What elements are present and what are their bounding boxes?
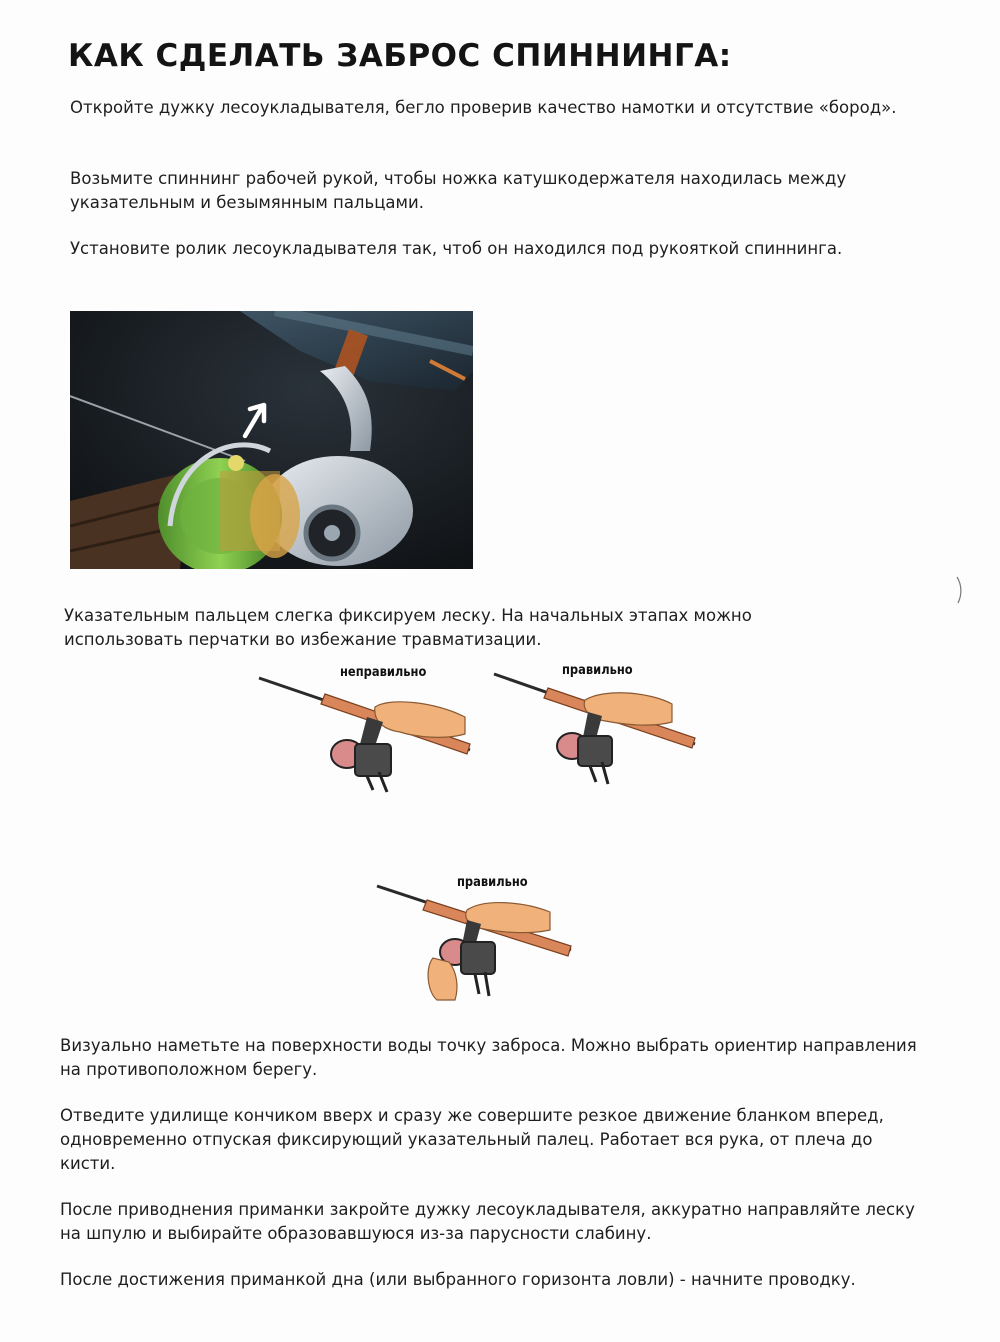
illustration-label-incorrect: неправильно [340,664,427,680]
illustration-label-correct-1: правильно [562,662,633,678]
paragraph-open-bail: Откройте дужку лесоукладывателя, бегло проверив качество намотки и отсутствие «бород». [70,98,897,117]
scan-mark [955,575,965,605]
paragraph-cast-motion: Отведите удилище кончиком вверх и сразу же совершите резкое движение бланком вперед, одновременно отпуская фиксирующий указательный палец. Работает вся рука, от плеча до кисти. [60,1106,884,1173]
paragraph-roller: Установите ролик лесоукладывателя так, чтоб он находился под рукояткой спиннинга. [70,239,843,258]
paragraph-target-point: Визуально наметьте на поверхности воды точку заброса. Можно выбрать ориентир направления на противоположном берегу. [60,1036,917,1079]
page-title: КАК СДЕЛАТЬ ЗАБРОС СПИННИНГА: [68,38,732,74]
paragraph-retrieve: После достижения приманкой дна (или выбранного горизонта ловли) - начните проводку. [60,1270,856,1289]
illustration-incorrect [255,662,475,797]
paragraph-finger: Указательным пальцем слегка фиксируем леску. На начальных этапах можно использовать перчатки во избежание травматизации. [64,606,752,649]
paragraph-after-splash: После приводнения приманки закройте дужку лесоукладывателя, аккуратно направляйте леску на шпулю и выбирайте образовавшуюся из-за парусности слабину. [60,1200,915,1243]
illustration-correct-1 [490,662,700,792]
illustration-label-correct-2: правильно [457,874,528,890]
illustration-correct-2 [375,872,575,1002]
paragraph-grip: Возьмите спиннинг рабочей рукой, чтобы ножка катушкодержателя находилась между указательным и безымянным пальцами. [70,169,847,212]
reel-photo [70,311,473,569]
